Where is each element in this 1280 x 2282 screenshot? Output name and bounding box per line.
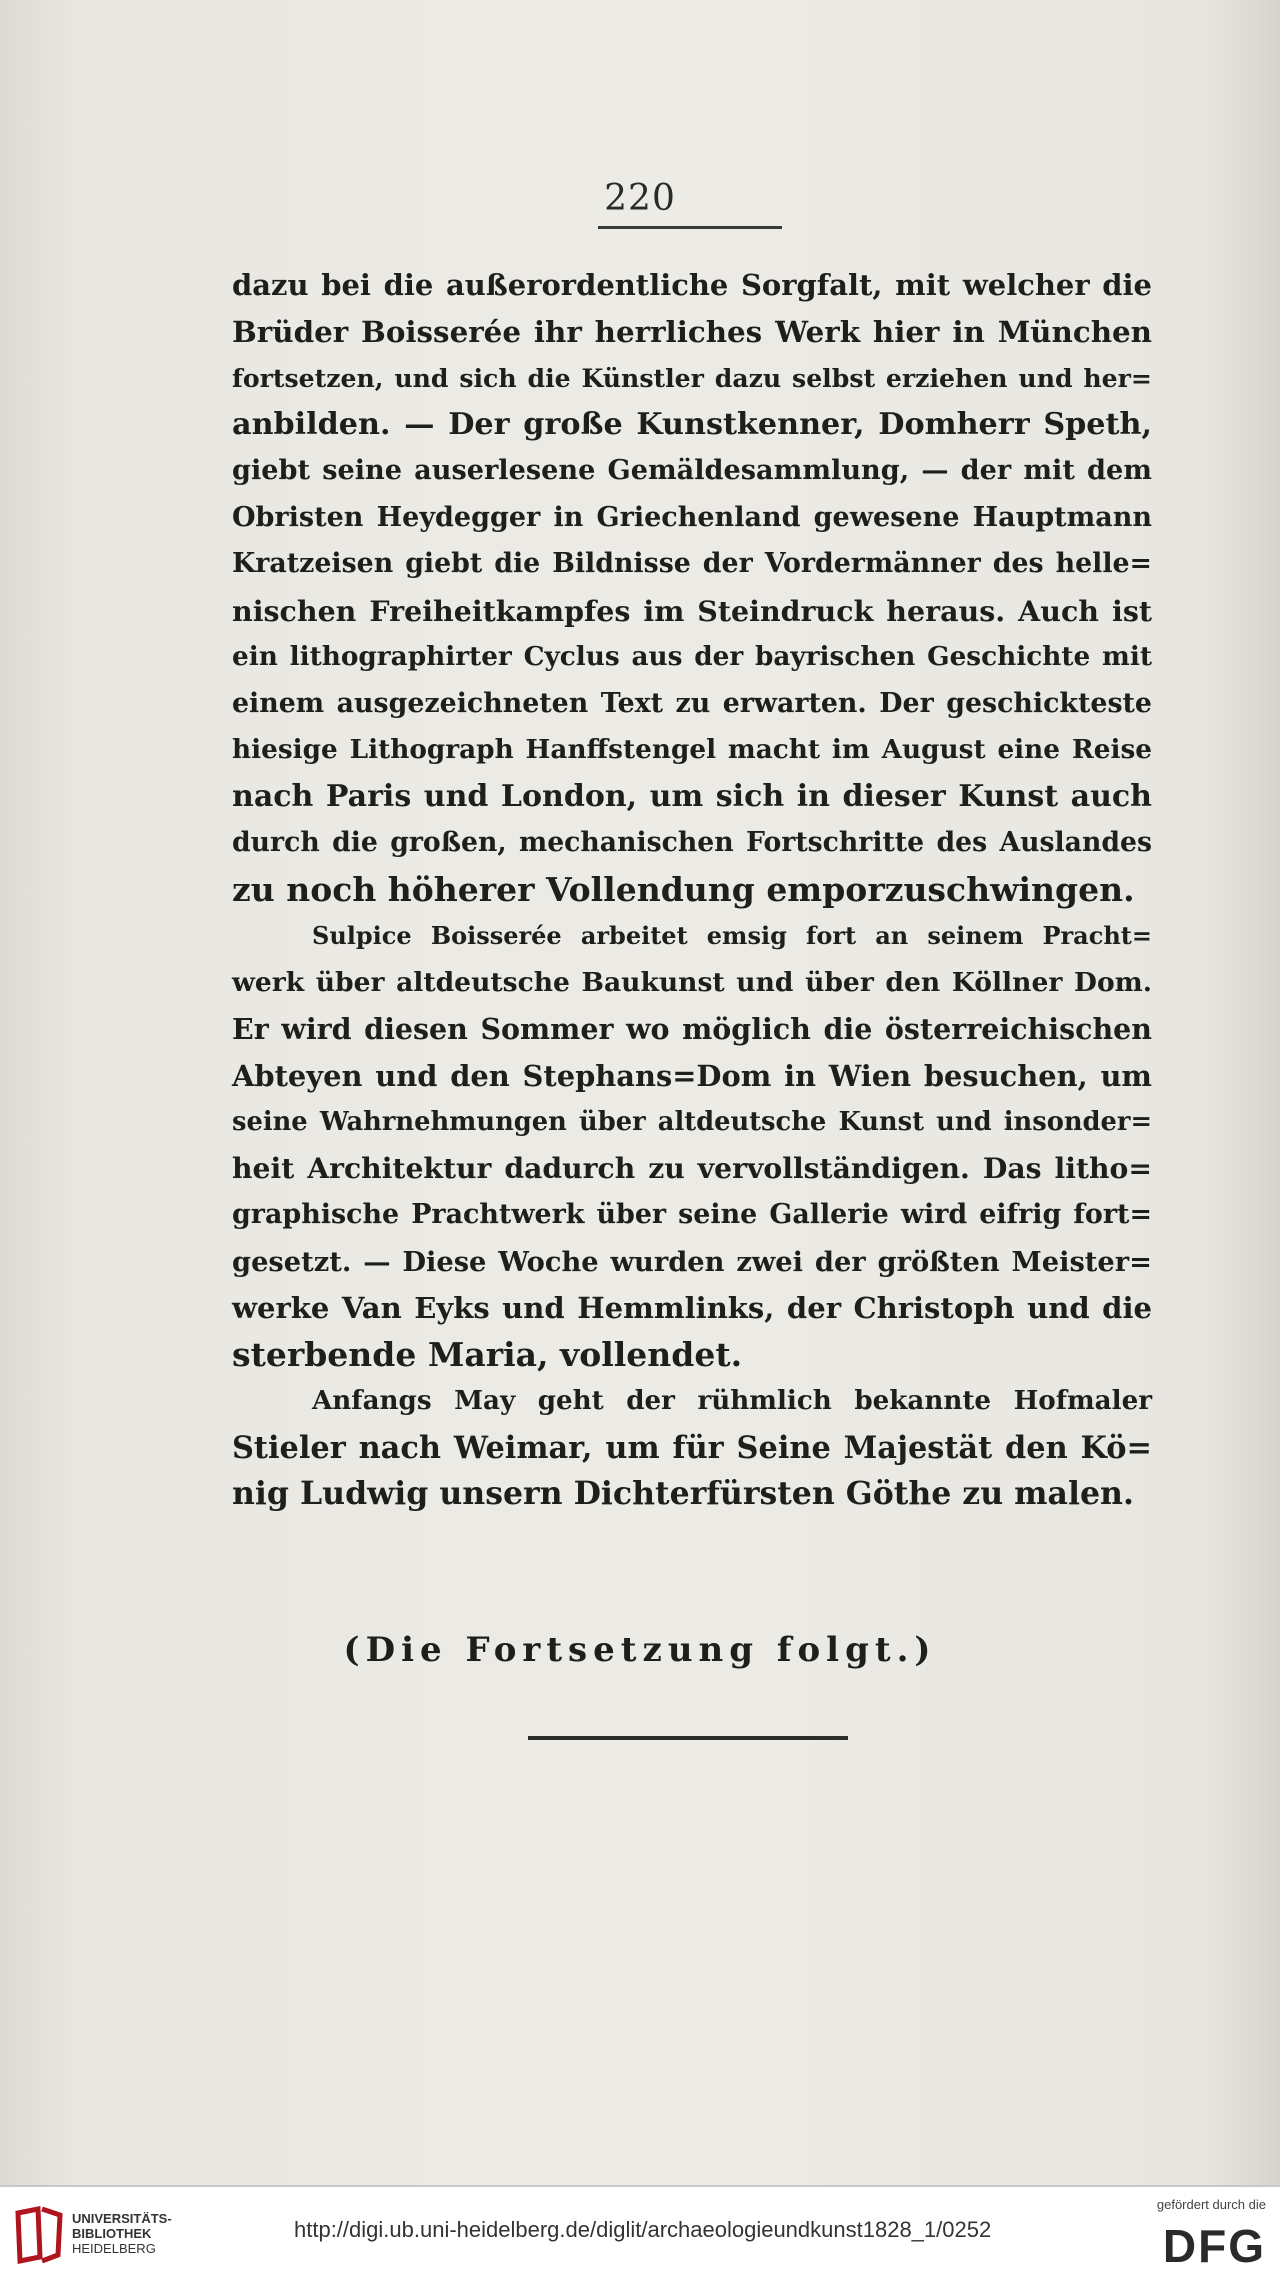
dfg-logo: DFG — [1162, 2220, 1266, 2272]
text-line: nach Paris und London, um sich in dieser Kunst auch — [232, 778, 1152, 814]
body-text — [232, 262, 1152, 1518]
text-line: Abteyen und den Stephans=Dom in Wien besuchen, um — [232, 1058, 1152, 1093]
text-line: werke Van Eyks und Hemmlinks, der Christoph und die — [232, 1291, 1152, 1325]
text-line: sterbende Maria, vollendet. — [232, 1334, 743, 1374]
text-line: nischen Freiheitkampfes im Steindruck heraus. Auch ist — [232, 593, 1152, 628]
footer-bar — [0, 2185, 1280, 2282]
funded-by-label: gefördert durch die — [1156, 2197, 1266, 2212]
text-line: Er wird diesen Sommer wo möglich die österreichischen — [232, 1012, 1152, 1046]
text-line: hiesige Lithograph Hanffstengel macht im August eine Reise — [232, 734, 1152, 765]
text-line: durch die großen, mechanischen Fortschritte des Auslandes — [232, 827, 1152, 858]
library-name-line-2: BIBLIOTHEK — [72, 2226, 152, 2241]
library-name-line-1: UNIVERSITÄTS- — [72, 2211, 172, 2226]
text-line: anbilden. — Der große Kunstkenner, Domherr Speth, — [232, 406, 1152, 442]
header-rule — [598, 226, 782, 229]
text-line: heit Architektur dadurch zu vervollständigen. Das litho= — [232, 1151, 1152, 1185]
text-line: giebt seine auserlesene Gemäldesammlung, — der mit dem — [232, 455, 1152, 486]
text-line: gesetzt. — Diese Woche wurden zwei der größten Meister= — [232, 1245, 1152, 1278]
continuation-note: (Die Fortsetzung folgt.) — [343, 1630, 937, 1670]
text-line: nig Ludwig unsern Dichterfürsten Göthe zu malen. — [232, 1475, 1134, 1512]
paragraph — [232, 262, 1152, 913]
text-line: einem ausgezeichneten Text zu erwarten. Der geschickteste — [232, 687, 1152, 719]
paragraph — [232, 913, 1152, 1378]
text-line: zu noch höherer Vollendung emporzuschwingen. — [232, 869, 1135, 909]
text-line: werk über altdeutsche Baukunst und über den Köllner Dom. — [232, 966, 1152, 998]
permalink-url[interactable]: http://digi.ub.uni-heidelberg.de/diglit/archaeologieundkunst1828_1/0252 — [294, 2217, 992, 2242]
text-line: Brüder Boisserée ihr herrliches Werk hier in München — [232, 313, 1152, 349]
text-line: Stieler nach Weimar, um für Seine Majestät den Kö= — [232, 1429, 1152, 1466]
paragraph — [232, 1378, 1152, 1518]
text-line: Obristen Heydegger in Griechenland gewesene Hauptmann — [232, 501, 1152, 533]
text-line: dazu bei die außerordentliche Sorgfalt, mit welcher die — [232, 268, 1152, 302]
text-line: graphische Prachtwerk über seine Gallerie wird eifrig fort= — [232, 1199, 1152, 1230]
text-line: seine Wahrnehmungen über altdeutsche Kunst und insonder= — [232, 1107, 1152, 1137]
end-rule — [528, 1736, 848, 1740]
page-number: 220 — [604, 178, 676, 219]
text-line: Sulpice Boisserée arbeitet emsig fort an seinem Pracht= — [312, 921, 1152, 950]
library-name — [72, 2211, 172, 2256]
text-line: fortsetzen, und sich die Künstler dazu selbst erziehen und her= — [232, 363, 1152, 393]
university-library-logo-icon — [12, 2205, 66, 2265]
text-line: Kratzeisen giebt die Bildnisse der Vordermänner des helle= — [232, 548, 1152, 579]
library-name-line-3: HEIDELBERG — [72, 2241, 156, 2256]
text-line: ein lithographirter Cyclus aus der bayrischen Geschichte mit — [232, 641, 1152, 672]
text-line: Anfangs May geht der rühmlich bekannte Hofmaler — [312, 1385, 1152, 1416]
